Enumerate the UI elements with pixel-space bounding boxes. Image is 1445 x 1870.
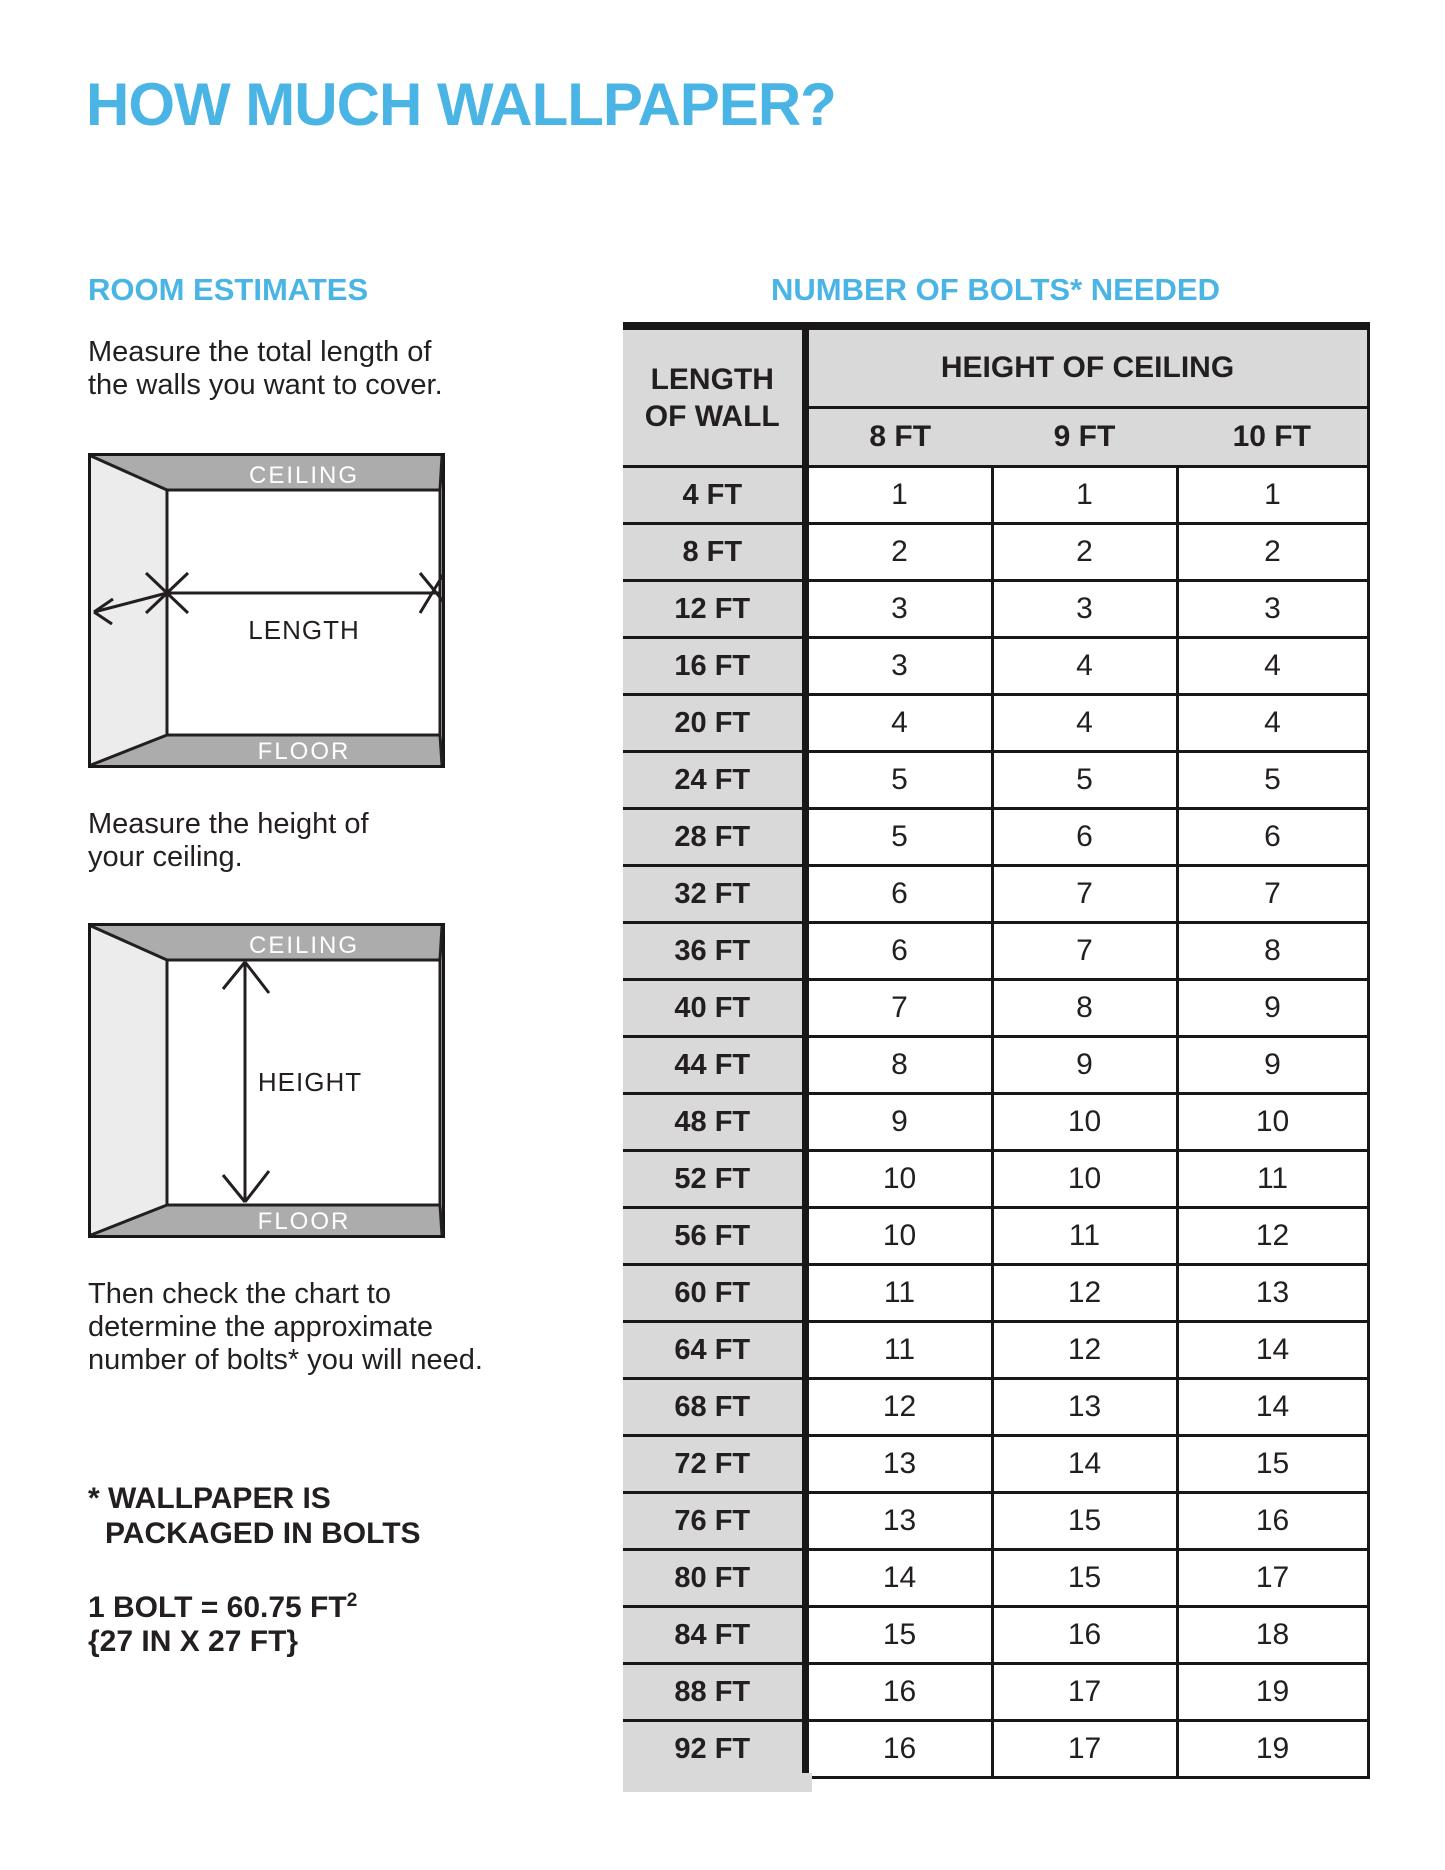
room-estimates-heading: ROOM ESTIMATES xyxy=(88,272,369,307)
bolt-count-cell: 4 xyxy=(805,695,992,752)
table-row xyxy=(623,1607,1368,1664)
table-row xyxy=(623,1721,1368,1778)
wall-length-label: 8 FT xyxy=(623,524,805,581)
wall-length-label: 16 FT xyxy=(623,638,805,695)
corner-seam xyxy=(440,456,442,490)
bolt-count-cell: 10 xyxy=(805,1208,992,1265)
table-row xyxy=(623,1550,1368,1607)
bolt-count-cell: 11 xyxy=(805,1322,992,1379)
bolt-count-cell: 14 xyxy=(1177,1322,1368,1379)
bolt-count-cell: 14 xyxy=(992,1436,1177,1493)
paragraph-line: Measure the total length of xyxy=(88,336,432,368)
bolt-count-cell: 16 xyxy=(1177,1493,1368,1550)
table-row xyxy=(623,581,1368,638)
floor-label: FLOOR xyxy=(257,738,351,765)
bolt-count-cell: 9 xyxy=(805,1094,992,1151)
table-row xyxy=(623,1664,1368,1721)
col-header-10ft: 10 FT xyxy=(1177,408,1368,467)
wall-length-label: 36 FT xyxy=(623,923,805,980)
bolt-count-cell: 3 xyxy=(805,581,992,638)
table-header-row xyxy=(623,326,1368,408)
bolt-count-cell: 1 xyxy=(805,467,992,524)
room-height-diagram xyxy=(88,923,445,1238)
col-header-8ft: 8 FT xyxy=(805,408,992,467)
table-row xyxy=(623,809,1368,866)
wall-length-label: 72 FT xyxy=(623,1436,805,1493)
bolt-count-cell: 6 xyxy=(1177,809,1368,866)
bolt-count-cell: 7 xyxy=(1177,866,1368,923)
corner-seam xyxy=(440,735,442,765)
bolt-count-cell: 15 xyxy=(992,1493,1177,1550)
bolt-count-cell: 13 xyxy=(805,1493,992,1550)
bolt-count-cell: 12 xyxy=(992,1265,1177,1322)
paragraph-line: Measure the height of xyxy=(88,808,369,840)
bolt-count-cell: 3 xyxy=(805,638,992,695)
check-chart-paragraph xyxy=(88,1278,483,1377)
floor-label: FLOOR xyxy=(257,1208,351,1235)
label-column-stub xyxy=(623,1773,812,1792)
bolt-count-cell: 10 xyxy=(992,1094,1177,1151)
wallpaper-bolts-footnote xyxy=(88,1481,421,1551)
height-label: HEIGHT xyxy=(257,1067,363,1097)
footnote-line: PACKAGED IN BOLTS xyxy=(105,1517,421,1550)
bolt-count-cell: 19 xyxy=(1177,1721,1368,1778)
superscript-2: 2 xyxy=(346,1590,358,1611)
bolt-count-cell: 9 xyxy=(1177,980,1368,1037)
corner-seam xyxy=(440,1205,442,1235)
bolt-count-cell: 1 xyxy=(1177,467,1368,524)
bolt-count-cell: 2 xyxy=(805,524,992,581)
paragraph-line: determine the approximate xyxy=(88,1311,433,1343)
bolt-count-cell: 13 xyxy=(992,1379,1177,1436)
bolt-count-cell: 8 xyxy=(1177,923,1368,980)
wall-length-label: 60 FT xyxy=(623,1265,805,1322)
bolt-count-cell: 11 xyxy=(805,1265,992,1322)
length-of-wall-header: LENGTH OF WALL xyxy=(623,326,805,467)
page-title: HOW MUCH WALLPAPER? xyxy=(86,71,836,138)
bolt-count-cell: 17 xyxy=(992,1664,1177,1721)
bolt-count-cell: 17 xyxy=(1177,1550,1368,1607)
back-wall xyxy=(167,490,440,735)
wall-length-label: 64 FT xyxy=(623,1322,805,1379)
bolt-count-cell: 11 xyxy=(992,1208,1177,1265)
wall-length-label: 48 FT xyxy=(623,1094,805,1151)
table-row xyxy=(623,1322,1368,1379)
bolt-count-cell: 2 xyxy=(992,524,1177,581)
bolt-count-cell: 12 xyxy=(1177,1208,1368,1265)
bolt-count-cell: 9 xyxy=(1177,1037,1368,1094)
bolt-count-cell: 10 xyxy=(992,1151,1177,1208)
bolt-count-cell: 18 xyxy=(1177,1607,1368,1664)
bolt-count-cell: 5 xyxy=(805,752,992,809)
bolt-count-cell: 2 xyxy=(1177,524,1368,581)
table-row xyxy=(623,524,1368,581)
paragraph-line: number of bolts* you will need. xyxy=(88,1344,483,1376)
bolt-count-cell: 4 xyxy=(1177,695,1368,752)
wall-length-label: 80 FT xyxy=(623,1550,805,1607)
ceiling-label: CEILING xyxy=(248,462,360,489)
bolt-count-cell: 3 xyxy=(992,581,1177,638)
bolt-count-cell: 16 xyxy=(992,1607,1177,1664)
table-row xyxy=(623,1037,1368,1094)
measure-length-paragraph xyxy=(88,336,443,402)
bolt-count-cell: 8 xyxy=(992,980,1177,1037)
bolt-count-cell: 8 xyxy=(805,1037,992,1094)
wall-length-label: 88 FT xyxy=(623,1664,805,1721)
bolt-count-cell: 6 xyxy=(805,923,992,980)
table-row xyxy=(623,467,1368,524)
table-row xyxy=(623,695,1368,752)
paragraph-line: Then check the chart to xyxy=(88,1278,392,1310)
wall-length-label: 76 FT xyxy=(623,1493,805,1550)
col-header-9ft: 9 FT xyxy=(992,408,1177,467)
bolt-count-cell: 11 xyxy=(1177,1151,1368,1208)
bolt-count-cell: 17 xyxy=(992,1721,1177,1778)
bolt-count-cell: 15 xyxy=(1177,1436,1368,1493)
wall-length-label: 24 FT xyxy=(623,752,805,809)
bolt-count-cell: 10 xyxy=(1177,1094,1368,1151)
number-of-bolts-heading: NUMBER OF BOLTS* NEEDED xyxy=(771,272,1220,307)
bolt-count-cell: 1 xyxy=(992,467,1177,524)
bolt-count-cell: 16 xyxy=(805,1664,992,1721)
table-row xyxy=(623,1151,1368,1208)
table-row xyxy=(623,1493,1368,1550)
length-label: LENGTH xyxy=(248,615,360,645)
bolt-count-cell: 13 xyxy=(1177,1265,1368,1322)
bolt-count-cell: 5 xyxy=(992,752,1177,809)
bolts-needed-table xyxy=(623,322,1370,1779)
table-row xyxy=(623,638,1368,695)
measure-height-paragraph xyxy=(88,808,369,874)
bolt-count-cell: 9 xyxy=(992,1037,1177,1094)
bolt-dimensions: {27 IN X 27 FT} xyxy=(88,1625,299,1658)
bolt-count-cell: 13 xyxy=(805,1436,992,1493)
bolt-count-cell: 4 xyxy=(1177,638,1368,695)
bolt-count-cell: 15 xyxy=(805,1607,992,1664)
paragraph-line: the walls you want to cover. xyxy=(88,369,443,401)
bolt-count-cell: 12 xyxy=(992,1322,1177,1379)
bolt-count-cell: 4 xyxy=(992,695,1177,752)
table-row xyxy=(623,1208,1368,1265)
wall-length-label: 20 FT xyxy=(623,695,805,752)
bolt-count-cell: 6 xyxy=(805,866,992,923)
table-row xyxy=(623,866,1368,923)
left-wall xyxy=(91,926,167,1235)
table-row xyxy=(623,980,1368,1037)
wall-length-label: 12 FT xyxy=(623,581,805,638)
bolt-count-cell: 6 xyxy=(992,809,1177,866)
ceiling-label: CEILING xyxy=(248,932,360,959)
bolt-count-cell: 5 xyxy=(1177,752,1368,809)
bolt-size-note xyxy=(88,1584,357,1659)
bolt-equation: 1 BOLT = 60.75 $FT^2$ xyxy=(88,1590,358,1624)
table-row xyxy=(623,1379,1368,1436)
bolt-count-cell: 7 xyxy=(805,980,992,1037)
corner-seam xyxy=(440,926,442,960)
height-of-ceiling-header: HEIGHT OF CEILING xyxy=(805,326,1368,408)
bolt-count-cell: 19 xyxy=(1177,1664,1368,1721)
bolt-count-cell: 12 xyxy=(805,1379,992,1436)
table-row xyxy=(623,1436,1368,1493)
wall-length-label: 68 FT xyxy=(623,1379,805,1436)
bolt-count-cell: 10 xyxy=(805,1151,992,1208)
bolt-count-cell: 4 xyxy=(992,638,1177,695)
bolt-count-cell: 7 xyxy=(992,866,1177,923)
footnote-line: * WALLPAPER IS xyxy=(88,1482,331,1515)
bolt-count-cell: 14 xyxy=(805,1550,992,1607)
bolt-count-cell: 14 xyxy=(1177,1379,1368,1436)
table-row xyxy=(623,923,1368,980)
table-row xyxy=(623,1094,1368,1151)
wall-length-label: 40 FT xyxy=(623,980,805,1037)
paragraph-line: your ceiling. xyxy=(88,841,243,873)
room-length-diagram xyxy=(88,453,445,768)
wall-length-label: 56 FT xyxy=(623,1208,805,1265)
bolt-count-cell: 7 xyxy=(992,923,1177,980)
wall-length-label: 32 FT xyxy=(623,866,805,923)
wall-length-label: 92 FT xyxy=(623,1721,805,1778)
wall-length-label: 84 FT xyxy=(623,1607,805,1664)
bolt-count-cell: 3 xyxy=(1177,581,1368,638)
bolt-count-cell: 5 xyxy=(805,809,992,866)
wall-length-label: 28 FT xyxy=(623,809,805,866)
wall-length-label: 52 FT xyxy=(623,1151,805,1208)
wall-length-label: 4 FT xyxy=(623,467,805,524)
table-row xyxy=(623,752,1368,809)
table-row xyxy=(623,1265,1368,1322)
wall-length-label: 44 FT xyxy=(623,1037,805,1094)
bolt-count-cell: 16 xyxy=(805,1721,992,1778)
bolt-count-cell: 15 xyxy=(992,1550,1177,1607)
